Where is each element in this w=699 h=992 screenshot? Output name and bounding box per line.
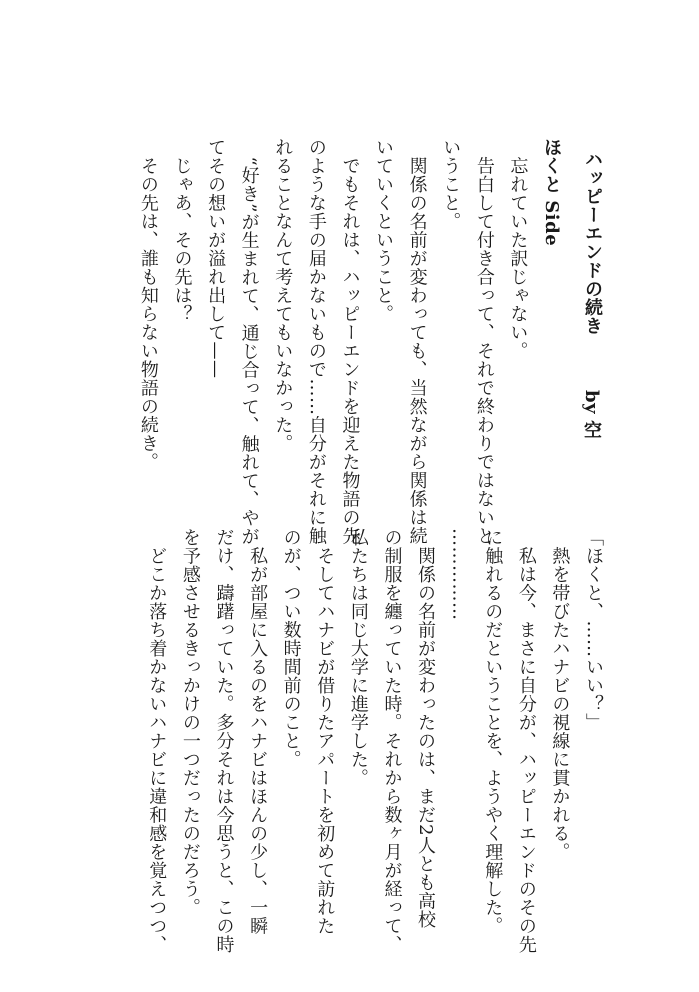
story-title <box>575 150 609 350</box>
text-line: 私は今、まさに自分が、ハッピーエンドのその先 <box>515 528 537 954</box>
text-line: 関係の名前が変わったのは、まだ2人とも高校 <box>415 528 437 929</box>
text-line: 熱を帯びたハナビの視線に貫かれる。 <box>549 528 571 861</box>
text-line: のような手の届かないもので……自分がそれに触 <box>305 138 327 545</box>
upper-text-block <box>98 138 568 546</box>
author-byline <box>578 390 608 460</box>
story-title-text: ハッピーエンドの続き <box>582 150 603 335</box>
text-line: の制服を纏っていた時。それから数ヶ月が経って、 <box>381 528 403 954</box>
text-line: その先は、誰も知らない物語の続き。 <box>137 138 159 471</box>
text-line: てその想いが溢れ出して—— <box>205 138 227 379</box>
text-line: れることなんて考えてもいなかった。 <box>272 138 294 453</box>
text-line: だけ、躊躇っていた。多分それは今思うと、この時 <box>213 528 235 954</box>
text-line: を予感させるきっかけの一つだったのだろう。 <box>179 528 201 917</box>
scene-break: …………… <box>448 528 470 621</box>
text-line: 告白して付き合って、それで終わりではないと <box>473 138 495 545</box>
text-line: いうこと。 <box>440 138 462 231</box>
text-line: でもそれは、ハッピーエンドを迎えた物語の先 <box>339 138 361 545</box>
text-line: じゃあ、その先は？ <box>171 138 193 323</box>
text-line: 忘れていた訳じゃない。 <box>507 138 529 360</box>
text-line: 私が部屋に入るのをハナビはほんの少し、一瞬 <box>247 528 269 935</box>
text-line: 私たちは同じ大学に進学した。 <box>347 528 369 787</box>
text-line: に触れるのだということを、ようやく理解した。 <box>482 528 504 935</box>
text-line: 関係の名前が変わっても、当然ながら関係は続 <box>406 138 428 545</box>
section-heading: ほくと Side <box>541 138 562 247</box>
text-line: いていくということ。 <box>373 138 395 323</box>
text-line: のが、つい数時間前のこと。 <box>280 528 302 769</box>
text-line: そしてハナビが借りたアパートを初めて訪れた <box>314 528 336 935</box>
lower-text-block <box>84 528 610 954</box>
text-line: どこか落ち着かないハナビに違和感を覚えつつ、 <box>146 528 168 954</box>
dialogue-line: 「ほくと、……いい？」 <box>583 528 604 732</box>
author-byline-text: by 空 <box>581 390 602 440</box>
text-line: “好き”が生まれて、通じ合って、触れて、やが <box>238 138 260 546</box>
